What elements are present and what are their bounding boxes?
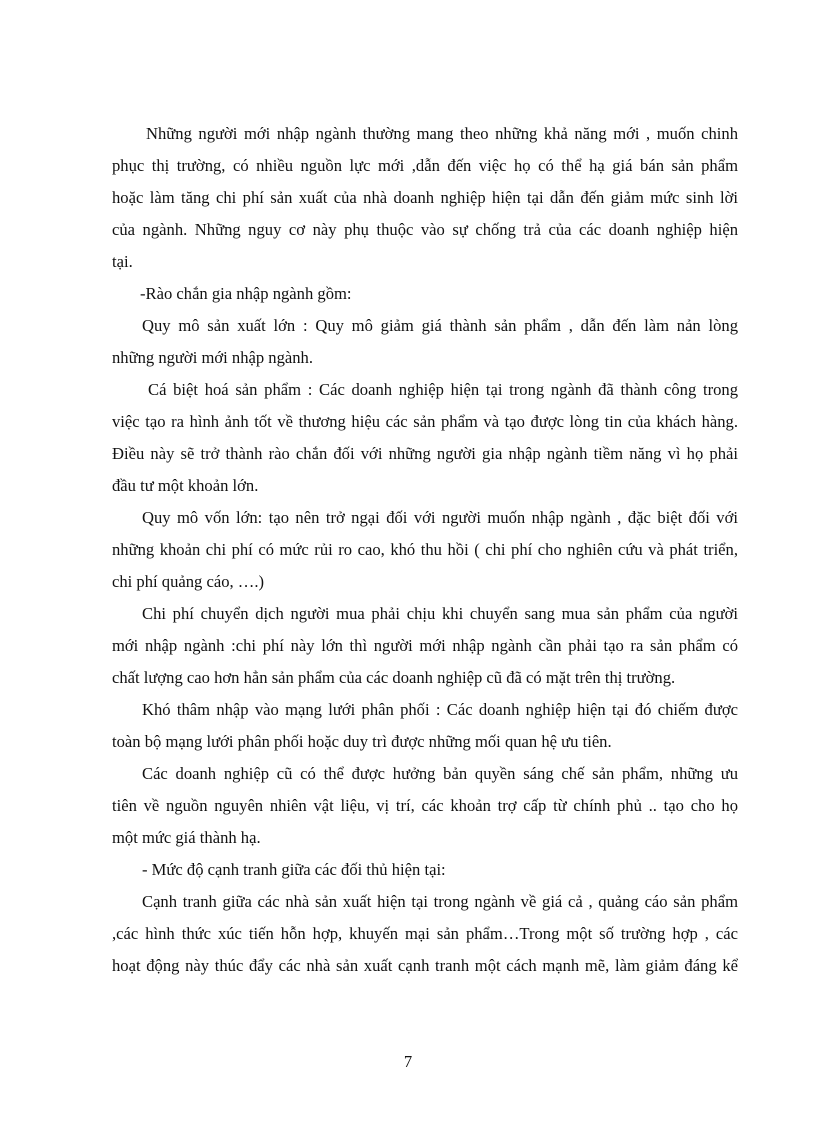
text-line: một mức giá thành hạ. bbox=[112, 828, 261, 847]
text-line: hoặc làm tăng chi phí sản xuất của nhà doanh nghiệp hiện tại dẫn đến giảm mức sinh lời bbox=[112, 188, 738, 207]
text-line: hoạt động này thúc đẩy các nhà sản xuất cạnh tranh một cách mạnh mẽ, làm giảm đáng kể bbox=[112, 956, 738, 975]
text-line: của ngành. Những nguy cơ này phụ thuộc vào sự chống trả của các doanh nghiệp hiện bbox=[112, 220, 738, 239]
text-line: Khó thâm nhập vào mạng lưới phân phối : Các doanh nghiệp hiện tại đó chiếm được bbox=[142, 700, 738, 719]
text-line: tiên về nguồn nguyên nhiên vật liệu, vị trí, các khoản trợ cấp từ chính phủ .. tạo cho họ bbox=[112, 796, 738, 815]
text-line: Những người mới nhập ngành thường mang theo những khả năng mới , muốn chinh bbox=[146, 124, 738, 143]
text-line: Quy mô sản xuất lớn : Quy mô giảm giá thành sản phẩm , dẫn đến làm nản lòng bbox=[142, 316, 738, 335]
text-line: Điều này sẽ trở thành rào chắn đối với những người gia nhập ngành tiềm năng vì họ phải bbox=[112, 444, 738, 463]
page-number: 7 bbox=[403, 1052, 413, 1071]
text-line: những người mới nhập ngành. bbox=[112, 348, 313, 367]
text-line: tại. bbox=[112, 252, 133, 271]
text-line: chi phí quảng cáo, ….) bbox=[112, 572, 265, 591]
text-line: phục thị trường, có nhiều nguồn lực mới ,dẫn đến việc họ có thể hạ giá bán sản phẩm bbox=[112, 156, 738, 175]
body-text bbox=[112, 118, 738, 982]
text-line: mới nhập ngành :chi phí này lớn thì người mới nhập ngành cần phải tạo ra sản phẩm có bbox=[112, 636, 738, 655]
text-line: việc tạo ra hình ảnh tốt về thương hiệu các sản phẩm và tạo được lòng tin của khách hàng. bbox=[112, 412, 738, 431]
text-line: đầu tư một khoản lớn. bbox=[112, 476, 259, 495]
text-line: Các doanh nghiệp cũ có thể được hưởng bản quyền sáng chế sản phẩm, những ưu bbox=[142, 764, 738, 783]
text-line: Cá biệt hoá sản phẩm : Các doanh nghiệp hiện tại trong ngành đã thành công trong bbox=[148, 380, 738, 399]
section-heading: - Mức độ cạnh tranh giữa các đối thủ hiện tại: bbox=[142, 860, 446, 879]
text-line: Chi phí chuyển dịch người mua phải chịu khi chuyển sang mua sản phẩm của người bbox=[142, 604, 738, 623]
text-line: chất lượng cao hơn hẳn sản phẩm của các doanh nghiệp cũ đã có mặt trên thị trường. bbox=[112, 668, 676, 687]
text-line: Cạnh tranh giữa các nhà sản xuất hiện tại trong ngành về giá cả , quảng cáo sản phẩm bbox=[142, 892, 738, 911]
text-line: Quy mô vốn lớn: tạo nên trở ngại đối với người muốn nhập ngành , đặc biệt đối với bbox=[142, 508, 738, 527]
section-heading: -Rào chắn gia nhập ngành gồm: bbox=[140, 284, 352, 303]
text-line: toàn bộ mạng lưới phân phối hoặc duy trì được những mối quan hệ ưu tiên. bbox=[112, 732, 612, 751]
text-line: những khoản chi phí có mức rủi ro cao, khó thu hồi ( chi phí cho nghiên cứu và phát triển, bbox=[112, 540, 738, 559]
text-line: ,các hình thức xúc tiến hỗn hợp, khuyến mại sản phẩm…Trong một số trường hợp , các bbox=[112, 924, 738, 943]
